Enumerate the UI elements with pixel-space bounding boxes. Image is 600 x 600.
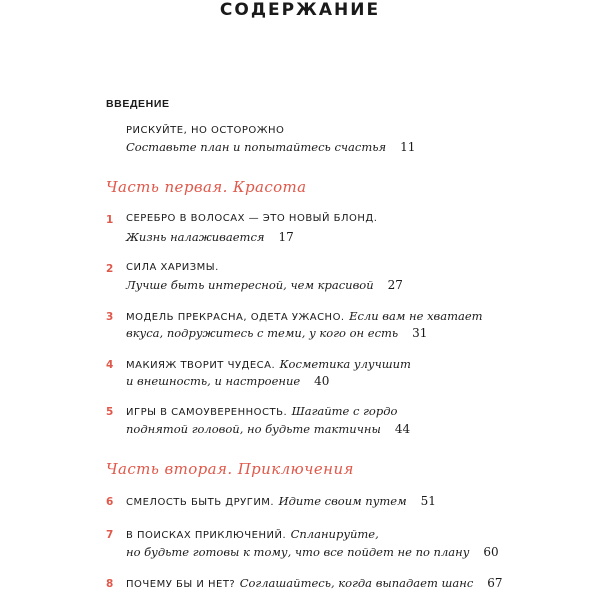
intro-label: ВВЕДЕНИЕ [106,98,170,110]
intro-subtitle-line [126,138,415,156]
intro-heading: РИСКУЙТЕ, НО ОСТОРОЖНО [126,125,285,136]
chapter-line [126,492,436,512]
chapter-heading: СЕРЕБРО В ВОЛОСАХ — ЭТО НОВЫЙ БЛОНД. [126,213,378,224]
chapter-subtitle: поднятой головой, но будьте тактичны [126,422,381,436]
chapter-page-number: 51 [420,494,436,508]
chapter-page-number: 60 [483,545,499,559]
chapter-line [126,574,503,594]
chapter-subtitle-start: Спланируйте, [290,527,379,541]
chapter-page-number: 40 [314,374,330,388]
chapter-subtitle-start: Шагайте с гордо [291,404,398,418]
chapter-heading: ИГРЫ В САМОУВЕРЕННОСТЬ. [126,407,288,418]
page-title: СОДЕРЖАНИЕ [219,0,381,20]
chapter-line [126,402,397,422]
chapter-line [126,543,499,561]
chapter-number: 3 [106,311,114,323]
chapter-line [126,276,403,294]
chapter-page-number: 44 [394,422,411,436]
chapter-heading: СМЕЛОСТЬ БЫТЬ ДРУГИМ. [126,497,275,508]
chapter-number: 1 [106,214,114,226]
chapter-line [126,324,427,342]
chapter-subtitle: Соглашайтесь, когда выпадает шанс [239,576,474,590]
chapter-heading: СИЛА ХАРИЗМЫ. [126,262,219,273]
part-one-heading: Часть первая. Красота [106,178,307,196]
intro-subtitle: Составьте план и попытайтесь счастья [126,140,387,154]
chapter-number: 5 [106,406,114,418]
chapter-number: 8 [106,578,114,590]
chapter-subtitle: Жизнь налаживается [126,230,265,244]
part-two-heading: Часть вторая. Приключения [106,460,354,478]
chapter-subtitle: но будьте готовы к тому, что все пойдет не по плану [126,545,470,559]
chapter-number: 7 [106,529,114,541]
chapter-line [126,420,410,438]
chapter-subtitle-start: Косметика улучшит [279,357,411,371]
chapter-heading: ПОЧЕМУ БЫ И НЕТ? [126,579,236,590]
chapter-line [126,372,329,390]
intro-page-number: 11 [400,140,416,154]
chapter-page-number: 17 [278,230,294,244]
chapter-subtitle: вкуса, подружитесь с теми, у кого он есть [126,326,399,340]
chapter-number: 6 [106,496,114,508]
chapter-page-number: 67 [487,576,503,590]
chapter-subtitle-start: Если вам не хватает [349,309,483,323]
chapter-heading: В ПОИСКАХ ПРИКЛЮЧЕНИЙ. [126,530,287,541]
chapter-page-number: 27 [387,278,403,292]
chapter-subtitle: Лучше быть интересной, чем красивой [126,278,374,292]
chapter-heading: МОДЕЛЬ ПРЕКРАСНА, ОДЕТА УЖАСНО. [126,312,345,323]
chapter-line [126,525,379,545]
chapter-subtitle: и внешность, и настроение [126,374,301,388]
chapter-subtitle: Идите своим путем [278,494,407,508]
chapter-number: 2 [106,263,114,275]
chapter-number: 4 [106,359,114,371]
chapter-line [126,228,294,246]
chapter-heading: МАКИЯЖ ТВОРИТ ЧУДЕСА. [126,360,276,371]
chapter-page-number: 31 [412,326,428,340]
